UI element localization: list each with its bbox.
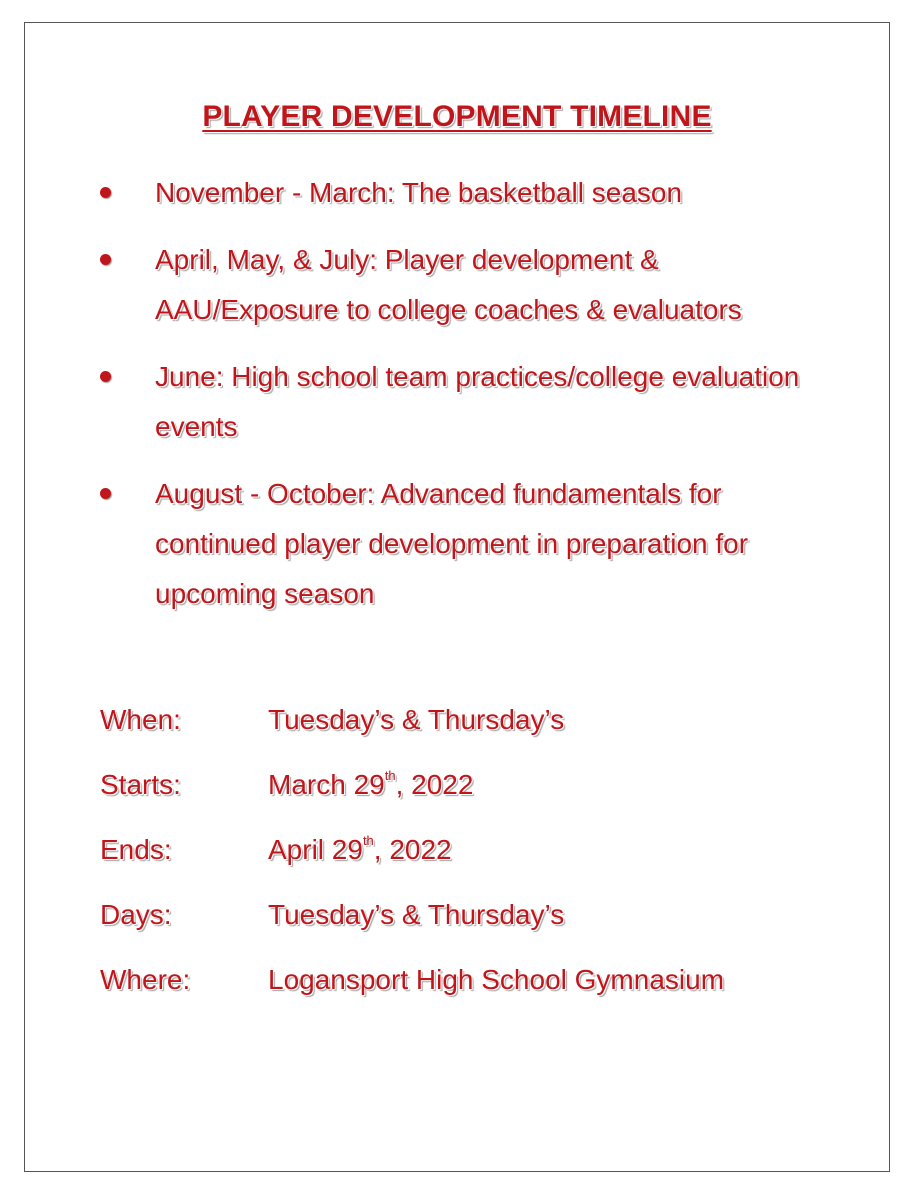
starts-value-suffix: th xyxy=(384,768,396,783)
days-value: Tuesday’s & Thursday’s xyxy=(268,899,565,930)
list-item xyxy=(100,469,840,619)
bullet-icon xyxy=(100,371,111,382)
detail-row-when xyxy=(100,695,840,760)
detail-row-ends xyxy=(100,825,840,890)
where-label: Where: xyxy=(100,964,191,995)
ends-value-suffix: th xyxy=(362,833,374,848)
list-item xyxy=(100,352,840,452)
list-item xyxy=(100,168,840,218)
ends-label: Ends: xyxy=(100,834,172,865)
page-title: PLAYER DEVELOPMENT TIMELINE xyxy=(202,100,712,133)
where-value: Logansport High School Gymnasium xyxy=(268,964,725,995)
bullet-icon xyxy=(100,488,111,499)
bullet-icon xyxy=(100,254,111,265)
bullet-icon xyxy=(100,187,111,198)
list-item-text: August - October: Advanced fundamentals for continued player development in preparation for upcoming season xyxy=(155,478,749,609)
starts-value-year: , 2022 xyxy=(395,769,474,800)
starts-label: Starts: xyxy=(100,769,181,800)
ends-value-year: , 2022 xyxy=(373,834,452,865)
detail-row-days xyxy=(100,890,840,955)
when-label: When: xyxy=(100,704,181,735)
list-item xyxy=(100,235,840,335)
list-item-text: April, May, & July: Player development & AAU/Exposure to college coaches & evaluators xyxy=(155,244,742,325)
timeline-list xyxy=(100,168,840,636)
starts-value-date: March 29 xyxy=(268,769,385,800)
ends-value xyxy=(268,834,452,865)
days-label: Days: xyxy=(100,899,172,930)
list-item-text: November - March: The basketball season xyxy=(155,177,683,208)
when-value: Tuesday’s & Thursday’s xyxy=(268,704,565,735)
ends-value-date: April 29 xyxy=(268,834,363,865)
detail-row-where xyxy=(100,955,840,1020)
list-item-text: June: High school team practices/college evaluation events xyxy=(155,361,800,442)
starts-value xyxy=(268,769,473,800)
detail-row-starts xyxy=(100,760,840,825)
schedule-details xyxy=(100,695,840,1020)
